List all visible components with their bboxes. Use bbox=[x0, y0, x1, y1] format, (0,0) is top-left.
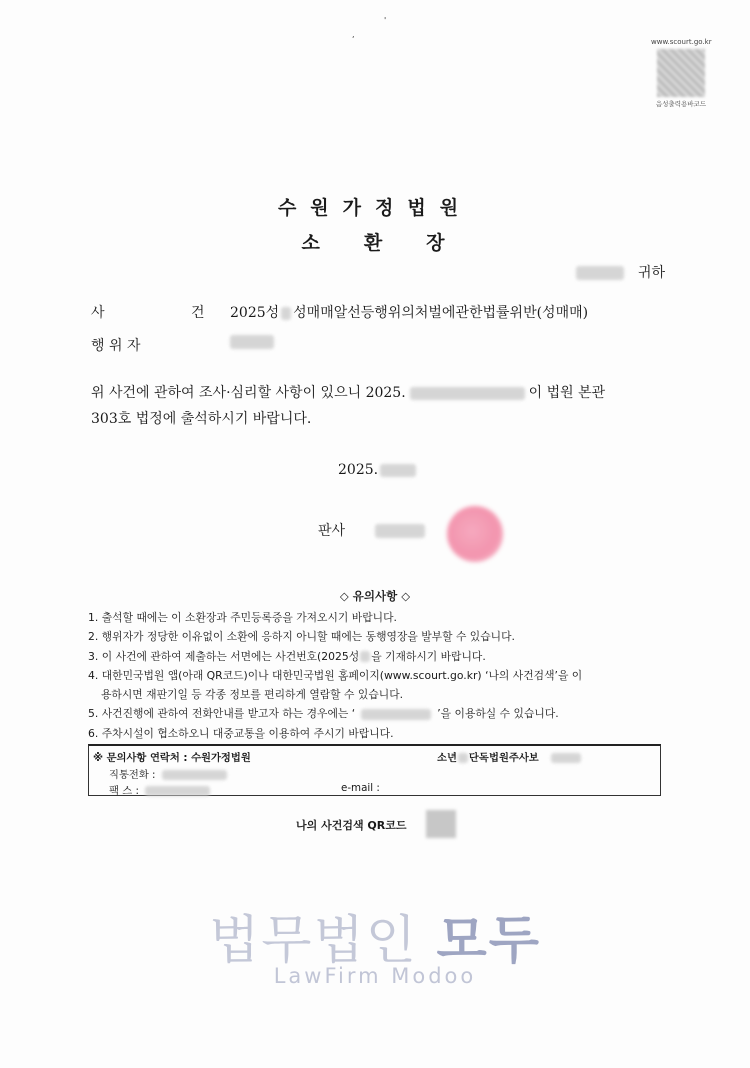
body-line1-a: 위 사건에 관하여 조사·심리할 사항이 있으니 2025. bbox=[91, 385, 406, 401]
redacted-officer-name bbox=[551, 753, 581, 763]
email-label: e-mail : bbox=[341, 782, 380, 794]
watermark-name: 법무법인 bbox=[209, 911, 437, 971]
notice-item: 6. 주차시설이 협소하오니 대중교통을 이용하여 주시기 바랍니다. bbox=[88, 726, 394, 740]
scan-mark: , bbox=[352, 30, 355, 39]
direct-phone-row bbox=[109, 766, 227, 781]
dept-text: 소년 bbox=[437, 752, 457, 764]
redacted-datetime bbox=[410, 387, 525, 400]
voice-barcode-caption: 음성출력용바코드 bbox=[655, 100, 707, 108]
person-value bbox=[230, 334, 274, 353]
notice-item bbox=[88, 647, 668, 666]
notice-item-text: 5. 사건진행에 관하여 전화안내를 받고자 하는 경우에는 ‘ bbox=[88, 707, 356, 721]
contact-box bbox=[88, 744, 661, 796]
court-name: 수원가정법원 bbox=[277, 197, 473, 219]
voice-barcode-image bbox=[657, 49, 705, 97]
notice-title: ◇ 유의사항 ◇ bbox=[339, 589, 411, 603]
fax-label: 팩 스 : bbox=[109, 785, 139, 797]
judge-label: 판사 bbox=[318, 523, 346, 539]
notice-item-text: ’을 이용하실 수 있습니다. bbox=[437, 707, 559, 721]
notice-item-text: 을 기재하시기 바랍니다. bbox=[371, 649, 486, 663]
redacted-case-number bbox=[360, 651, 370, 662]
officer-title: 법원주사보 bbox=[489, 752, 539, 764]
court-url: www.scourt.go.kr bbox=[651, 38, 712, 46]
watermark-name-bold: 모두 bbox=[436, 911, 541, 971]
body-line2: 303호 법정에 출석하시기 바랍니다. bbox=[91, 411, 312, 427]
redacted-judge-name bbox=[375, 524, 425, 538]
notice-item bbox=[88, 704, 668, 723]
redacted-name bbox=[576, 266, 624, 280]
fax-row bbox=[109, 782, 210, 797]
case-search-qr-code bbox=[426, 810, 456, 838]
dept-text: 단독 bbox=[468, 752, 489, 764]
case-number-prefix: 2025성 bbox=[230, 305, 280, 321]
issue-date-year: 2025. bbox=[338, 462, 379, 478]
notice-item: 2. 행위자가 정당한 이유없이 소환에 응하지 아니할 때에는 동행영장을 발부할 수 있습니다. bbox=[88, 630, 515, 644]
court-seal bbox=[447, 506, 503, 562]
watermark-subtitle: LawFirm Modoo bbox=[273, 964, 477, 988]
person-label: 행 위 자 bbox=[91, 338, 141, 354]
direct-phone-label: 직통전화 : bbox=[109, 769, 156, 781]
notice-item-text: 3. 이 사건에 관하여 제출하는 서면에는 사건번호(2025성 bbox=[88, 649, 360, 663]
watermark-logo bbox=[0, 898, 750, 973]
issue-date bbox=[338, 462, 416, 478]
notice-item: 4. 대한민국법원 앱(아래 QR코드)이나 대한민국법원 홈페이지(www.scourt.go.kr) ‘나의 사건검색’을 이 bbox=[88, 668, 583, 682]
redacted-phone bbox=[361, 709, 431, 720]
case-search-qr-label: 나의 사건검색 QR코드 bbox=[296, 819, 407, 832]
case-label-char: 사 bbox=[91, 305, 105, 321]
redacted-phone bbox=[162, 770, 227, 780]
notice-list bbox=[88, 608, 668, 743]
redacted-person-name bbox=[230, 335, 274, 349]
redacted-dept-number bbox=[458, 753, 468, 763]
redacted-fax bbox=[145, 786, 210, 796]
case-name: 성매매알선등행위의처벌에관한법률위반(성매매) bbox=[293, 305, 589, 321]
redacted-date bbox=[380, 464, 416, 477]
addressee-suffix: 귀하 bbox=[637, 265, 665, 281]
case-value bbox=[230, 302, 588, 322]
contact-department bbox=[437, 749, 489, 764]
notice-item: 1. 출석할 때에는 이 소환장과 주민등록증을 가져오시기 바랍니다. bbox=[88, 611, 397, 624]
addressee bbox=[576, 262, 665, 282]
voice-barcode-block bbox=[651, 38, 711, 108]
contact-heading-row bbox=[93, 749, 658, 764]
notice-item-continuation: 용하시면 재판기일 등 각종 정보를 편리하게 열람할 수 있습니다. bbox=[101, 688, 404, 702]
scan-mark: ' bbox=[384, 16, 387, 25]
document-title: 소환장 bbox=[301, 232, 489, 254]
case-label-char: 건 bbox=[191, 305, 205, 321]
contact-officer bbox=[489, 749, 581, 764]
redacted-case-number bbox=[281, 307, 291, 320]
judge-line bbox=[318, 520, 425, 540]
contact-heading: ※ 문의사항 연락처 : 수원가정법원 bbox=[93, 752, 251, 764]
body-line1-b: 이 법원 본관 bbox=[528, 385, 606, 401]
summons-body bbox=[91, 380, 671, 432]
